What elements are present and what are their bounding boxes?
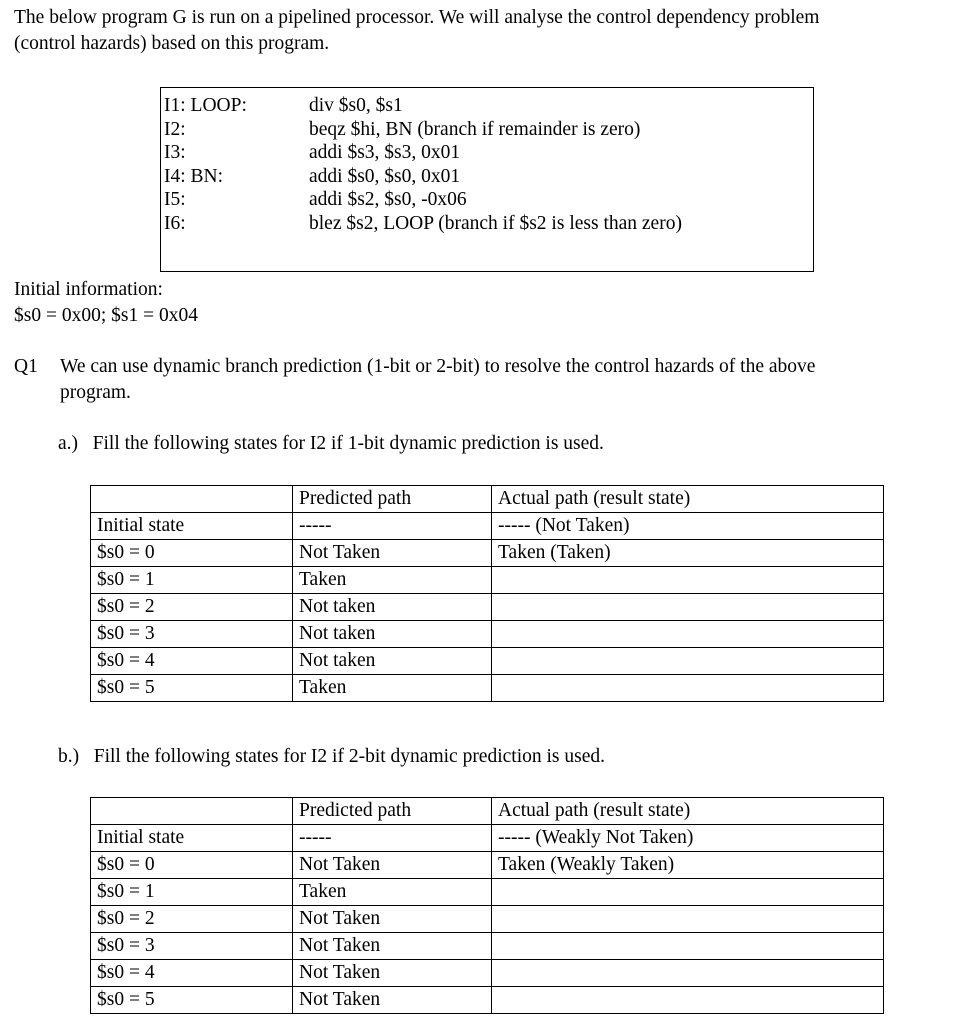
table-row <box>91 852 884 879</box>
intro-line-1: The below program G is run on a pipelined processor. We will analyse the control dependency problem <box>14 7 820 28</box>
table-row <box>91 879 884 906</box>
actual-cell[interactable]: ----- (Not Taken) <box>492 513 884 540</box>
actual-cell[interactable] <box>492 648 884 675</box>
header-predicted-path: Predicted path <box>293 798 492 825</box>
table-row <box>91 567 884 594</box>
part-a-instruction <box>58 433 604 455</box>
predicted-cell[interactable]: Taken <box>293 567 492 594</box>
part-b-instruction <box>58 746 605 768</box>
table-2bit-prediction <box>90 797 884 1014</box>
state-cell: $s0 = 2 <box>91 594 293 621</box>
table-row <box>91 675 884 702</box>
table-row <box>91 960 884 987</box>
state-cell: $s0 = 0 <box>91 540 293 567</box>
header-cell-empty <box>91 798 293 825</box>
predicted-cell[interactable]: ----- <box>293 825 492 852</box>
part-b-label: b.) <box>58 746 80 767</box>
predicted-cell[interactable]: Not Taken <box>293 933 492 960</box>
program-instruction: div $s0, $s1 <box>309 95 403 116</box>
state-cell: $s0 = 2 <box>91 906 293 933</box>
state-cell: $s0 = 4 <box>91 960 293 987</box>
predicted-cell[interactable]: Not Taken <box>293 540 492 567</box>
state-cell: $s0 = 1 <box>91 567 293 594</box>
table-header-row <box>91 486 884 513</box>
table-row <box>91 906 884 933</box>
predicted-cell[interactable]: Not Taken <box>293 960 492 987</box>
question-number: Q1 <box>14 356 38 377</box>
table-row <box>91 513 884 540</box>
program-label: I1: LOOP: <box>164 95 247 116</box>
state-cell: $s0 = 5 <box>91 987 293 1014</box>
part-b-text: Fill the following states for I2 if 2-bit dynamic prediction is used. <box>93 746 605 767</box>
state-cell: $s0 = 3 <box>91 621 293 648</box>
program-label: I3: <box>164 142 186 163</box>
program-instruction: addi $s3, $s3, 0x01 <box>309 142 461 163</box>
part-a-text: Fill the following states for I2 if 1-bit dynamic prediction is used. <box>92 433 604 454</box>
program-label: I6: <box>164 212 186 234</box>
program-label: I4: BN: <box>164 165 224 187</box>
header-predicted-path: Predicted path <box>293 486 492 513</box>
program-instruction: beqz $hi, BN (branch if remainder is zero) <box>309 118 641 140</box>
table-row <box>91 540 884 567</box>
predicted-cell[interactable]: Taken <box>293 675 492 702</box>
state-cell: $s0 = 0 <box>91 852 293 879</box>
header-actual-path: Actual path (result state) <box>492 798 884 825</box>
table-row <box>91 621 884 648</box>
program-instruction: addi $s0, $s0, 0x01 <box>309 165 461 187</box>
initial-info-heading: Initial information: <box>14 279 163 300</box>
table-row <box>91 648 884 675</box>
actual-cell[interactable] <box>492 567 884 594</box>
question-text <box>60 354 960 406</box>
state-cell: $s0 = 1 <box>91 879 293 906</box>
intro-paragraph <box>14 5 819 57</box>
predicted-cell[interactable]: Not taken <box>293 648 492 675</box>
state-cell: $s0 = 5 <box>91 675 293 702</box>
state-cell: Initial state <box>91 825 293 852</box>
state-cell: $s0 = 4 <box>91 648 293 675</box>
predicted-cell[interactable]: Not taken <box>293 594 492 621</box>
actual-cell[interactable]: ----- (Weakly Not Taken) <box>492 825 884 852</box>
table-row <box>91 825 884 852</box>
question-line-2: program. <box>60 382 131 403</box>
actual-cell[interactable] <box>492 594 884 621</box>
predicted-cell[interactable]: Not taken <box>293 621 492 648</box>
table-row <box>91 594 884 621</box>
actual-cell[interactable] <box>492 987 884 1014</box>
actual-cell[interactable] <box>492 933 884 960</box>
actual-cell[interactable] <box>492 675 884 702</box>
header-cell-empty <box>91 486 293 513</box>
program-instruction: addi $s2, $s0, -0x06 <box>309 189 467 210</box>
table-1bit-prediction <box>90 485 884 702</box>
predicted-cell[interactable]: ----- <box>293 513 492 540</box>
table-header-row <box>91 798 884 825</box>
program-label: I5: <box>164 189 186 210</box>
program-labels <box>164 94 247 235</box>
actual-cell[interactable] <box>492 906 884 933</box>
table-row <box>91 933 884 960</box>
state-cell: $s0 = 3 <box>91 933 293 960</box>
intro-line-2: (control hazards) based on this program. <box>14 33 330 54</box>
actual-cell[interactable]: Taken (Weakly Taken) <box>492 852 884 879</box>
program-instructions <box>309 94 682 235</box>
predicted-cell[interactable]: Not Taken <box>293 987 492 1014</box>
program-instruction: blez $s2, LOOP (branch if $s2 is less than zero) <box>309 212 682 234</box>
table-row <box>91 987 884 1014</box>
part-a-label: a.) <box>58 433 79 454</box>
program-code-box <box>160 87 814 272</box>
state-cell: Initial state <box>91 513 293 540</box>
actual-cell[interactable] <box>492 960 884 987</box>
predicted-cell[interactable]: Not Taken <box>293 852 492 879</box>
actual-cell[interactable] <box>492 879 884 906</box>
question-line-1: We can use dynamic branch prediction (1-bit or 2-bit) to resolve the control hazards of the above <box>60 356 816 377</box>
initial-info-values: $s0 = 0x00; $s1 = 0x04 <box>14 305 198 326</box>
initial-information <box>14 277 198 329</box>
actual-cell[interactable]: Taken (Taken) <box>492 540 884 567</box>
predicted-cell[interactable]: Taken <box>293 879 492 906</box>
header-actual-path: Actual path (result state) <box>492 486 884 513</box>
actual-cell[interactable] <box>492 621 884 648</box>
program-label: I2: <box>164 118 186 140</box>
predicted-cell[interactable]: Not Taken <box>293 906 492 933</box>
